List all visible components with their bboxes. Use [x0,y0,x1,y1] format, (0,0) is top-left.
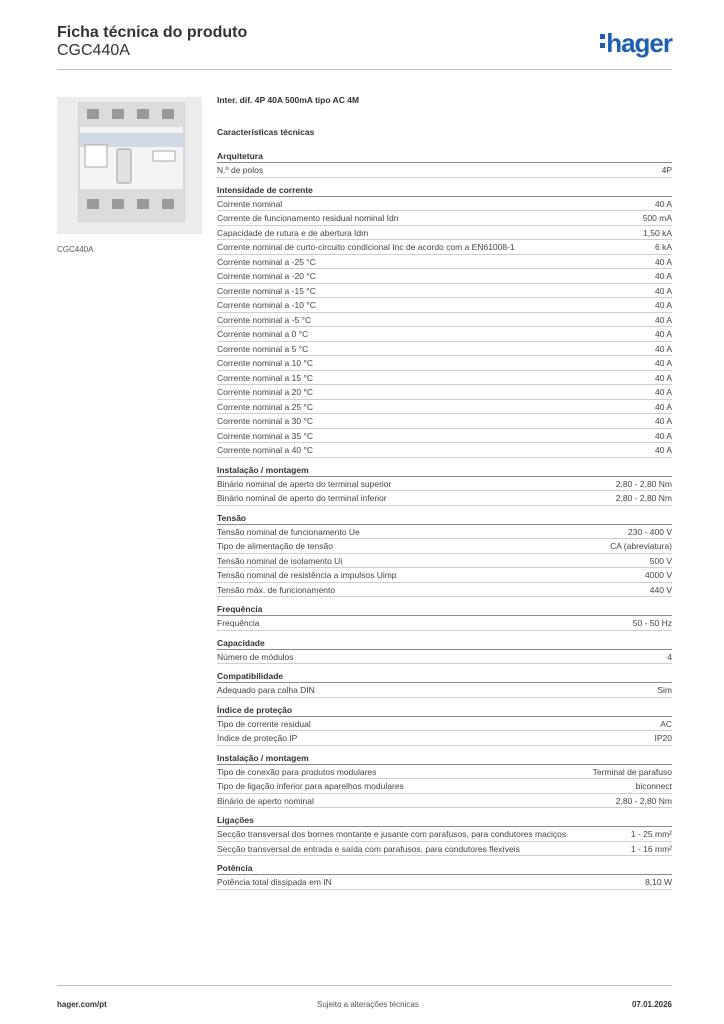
spec-label: Tensão nominal de funcionamento Ue [217,526,360,537]
spec-label: Corrente nominal a 25 °C [217,401,314,412]
spec-value: 4000 V [645,570,672,580]
spec-label: Tensão máx. de funcionamento [217,584,336,595]
spec-content [217,95,672,897]
spec-label: Corrente nominal a 35 °C [217,430,314,441]
spec-label: Corrente nominal a -5 °C [217,314,312,325]
spec-label: Corrente nominal [217,198,283,209]
spec-value: 230 - 400 V [628,526,672,537]
spec-row [217,356,672,371]
spec-row [217,568,672,583]
spec-row [217,313,672,328]
section-title: Arquitetura [217,151,672,163]
spec-row [217,197,672,212]
section-title: Frequência [217,604,672,616]
spec-value: 4P [661,165,672,175]
spec-label: Binário nominal de aperto do terminal superior [217,478,392,489]
spec-value: 1 - 25 mm² [630,829,672,839]
spec-value: 8,10 W [645,877,672,887]
spec-section [217,863,672,890]
page-title: Ficha técnica do produto [57,24,248,41]
tech-characteristics-title: Características técnicas [217,127,315,137]
spec-label: Corrente nominal a 10 °C [217,358,314,368]
spec-value: 40 A [654,358,672,368]
spec-value: 2,80 - 2,80 Nm [615,493,672,503]
spec-row [217,269,672,284]
spec-row [217,616,672,631]
spec-section [217,671,672,698]
spec-label: Corrente nominal a -25 °C [217,256,316,267]
spec-row [217,539,672,554]
spec-row [217,731,672,746]
spec-row [217,650,672,665]
spec-label: Corrente nominal a 30 °C [217,416,314,426]
logo-dots-icon [600,34,605,52]
spec-section [217,815,672,856]
spec-value: 40 A [654,256,672,267]
spec-label: Potência total dissipada em IN [217,877,332,887]
spec-value: biconnect [635,781,672,791]
page-footer [57,985,672,1009]
section-title: Ligações [217,815,672,827]
spec-section [217,638,672,665]
spec-row [217,717,672,732]
spec-row [217,683,672,698]
spec-value: 40 A [654,387,672,397]
spec-label: Corrente nominal a 40 °C [217,445,314,455]
section-title: Instalação / montagem [217,465,672,477]
spec-row [217,827,672,842]
spec-row [217,284,672,299]
spec-label: Corrente nominal de curto-circuito condicional Inc de acordo com a EN61008-1 [217,242,515,252]
spec-label: Secção transversal dos bornes montante e jusante com parafusos, para condutores maciços [217,829,567,839]
spec-sections [217,151,672,890]
spec-row [217,525,672,540]
section-title: Potência [217,863,672,875]
section-title: Índice de proteção [217,705,672,717]
spec-row [217,226,672,241]
spec-row [217,298,672,313]
spec-value: 440 V [649,584,672,595]
spec-row [217,491,672,506]
spec-value: 40 A [654,343,672,354]
spec-section [217,705,672,746]
spec-value: 2,80 - 2,80 Nm [615,795,672,806]
spec-label: Corrente nominal a 20 °C [217,387,314,397]
spec-value: 500 V [649,555,672,566]
spec-value: 6 kA [654,242,672,252]
spec-value: 40 A [654,430,672,441]
spec-label: Tipo de corrente residual [217,718,311,729]
spec-label: Corrente nominal a 5 °C [217,343,309,354]
spec-value: 2,80 - 2,80 Nm [615,478,672,489]
footer-note: Sujeito a alterações técnicas [317,1000,419,1009]
spec-value: 40 A [654,445,672,455]
image-caption: CGC440A [57,245,94,254]
spec-value: Terminal de parafuso [592,766,672,777]
spec-section [217,513,672,598]
spec-section [217,465,672,506]
spec-value: 1,50 kA [643,227,672,238]
spec-label: Índice de proteção IP [217,733,298,743]
spec-value: 40 A [654,372,672,383]
spec-value: 40 A [654,300,672,310]
spec-value: Sim [657,685,672,695]
spec-row [217,371,672,386]
spec-value: 40 A [654,314,672,325]
spec-section [217,753,672,809]
brand-logo [600,28,672,59]
spec-value: 500 mA [642,213,672,223]
section-title: Instalação / montagem [217,753,672,765]
spec-label: Frequência [217,618,260,628]
spec-section [217,151,672,178]
brand-name: hager [606,28,672,58]
page-subtitle: CGC440A [57,42,130,59]
spec-value: CA (abreviatura) [610,541,672,551]
spec-value: 40 A [654,329,672,339]
section-title: Compatibilidade [217,671,672,683]
spec-label: Adequado para calha DIN [217,685,315,695]
spec-row [217,429,672,444]
spec-row [217,842,672,857]
section-title: Capacidade [217,638,672,650]
spec-section [217,185,672,458]
spec-row [217,327,672,342]
spec-label: Tensão nominal de resistência a impulsos Uimp [217,570,397,580]
footer-website: hager.com/pt [57,1000,107,1009]
spec-label: Binário nominal de aperto do terminal inferior [217,493,387,503]
spec-row [217,255,672,270]
spec-row [217,875,672,890]
spec-row [217,765,672,780]
spec-row [217,443,672,458]
spec-value: 1 - 16 mm² [630,843,672,854]
spec-row [217,163,672,178]
spec-value: 40 A [654,285,672,296]
spec-label: Secção transversal de entrada e saída com parafusos, para condutores flexíveis [217,843,520,854]
product-image [57,97,202,234]
spec-value: 4 [667,651,672,662]
spec-value: 40 A [654,271,672,281]
spec-value: 40 A [654,401,672,412]
spec-row [217,554,672,569]
spec-row [217,240,672,255]
spec-section [217,604,672,631]
spec-row [217,779,672,794]
spec-label: Capacidade de rutura e de abertura Idm [217,227,369,238]
spec-row [217,583,672,598]
spec-label: Tipo de alimentação de tensão [217,541,333,551]
spec-value: IP20 [654,733,672,743]
spec-label: Tipo de ligação inferior para aparelhos modulares [217,781,404,791]
spec-label: Corrente nominal a 0 °C [217,329,309,339]
spec-row [217,211,672,226]
section-title: Intensidade de corrente [217,185,672,197]
spec-value: 40 A [654,198,672,209]
spec-label: Corrente nominal a 15 °C [217,372,314,383]
spec-label: Corrente de funcionamento residual nominal Idn [217,213,399,223]
spec-label: Tipo de conexão para produtos modulares [217,766,377,777]
spec-label: Binário de aperto nominal [217,795,314,806]
spec-label: Número de módulos [217,651,294,662]
spec-label: Corrente nominal a -10 °C [217,300,316,310]
spec-row [217,477,672,492]
spec-row [217,794,672,809]
product-name: Inter. dif. 4P 40A 500mA tipo AC 4M [217,95,360,105]
spec-row [217,342,672,357]
spec-label: Tensão nominal de isolamento Ui [217,555,343,566]
spec-row [217,400,672,415]
footer-date: 07.01.2026 [631,1000,672,1009]
spec-label: Corrente nominal a -15 °C [217,285,316,296]
spec-row [217,385,672,400]
spec-value: 40 A [654,416,672,426]
spec-row [217,414,672,429]
spec-label: Corrente nominal a -20 °C [217,271,316,281]
spec-label: N.º de polos [217,165,264,175]
spec-value: AC [660,718,672,729]
page-header [57,20,672,70]
section-title: Tensão [217,513,672,525]
circuit-breaker-icon [57,97,202,234]
spec-value: 50 - 50 Hz [632,618,672,628]
